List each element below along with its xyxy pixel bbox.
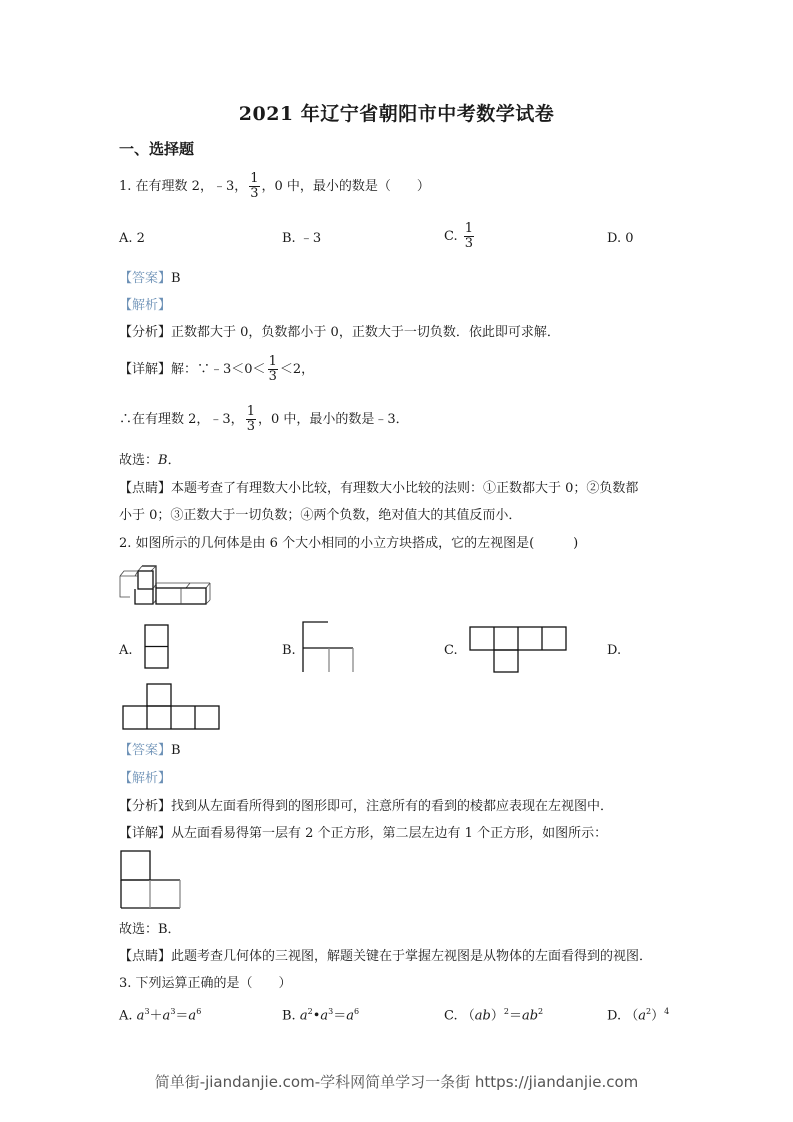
xiangjie-text: 从左面看易得第一层有 2 个正方形，第二层左边有 1 个正方形，如图所示：: [171, 826, 608, 841]
choose-prefix: 故选：: [119, 453, 159, 468]
fenxi-tag: 【分析】: [119, 325, 172, 340]
frac-den: 3: [268, 369, 277, 384]
q3-option-b-label: B.: [282, 1008, 296, 1024]
frac-den: 3: [250, 186, 259, 201]
q2-fenxi: [119, 799, 613, 815]
q3-option-b: B. $a^2•a^3=a^6$: [282, 1007, 360, 1024]
answer-tag: 【答案】: [119, 743, 172, 758]
frac-num: 1: [246, 404, 255, 419]
q2-xiangjie: [119, 826, 607, 842]
q3-option-d: D. $(a^2)^4$: [607, 1007, 670, 1024]
q1-option-c-label: C.: [444, 229, 458, 244]
q2-option-c-label: C.: [444, 643, 458, 658]
q1-option-b: B. ﹣3: [282, 231, 322, 246]
q1-stem-suffix: ，0 中，最小的数是（ ）: [261, 179, 430, 194]
frac-den: 3: [464, 236, 474, 251]
fraction: [464, 222, 474, 251]
section-heading: 一、选择题: [119, 140, 195, 158]
q3-option-a-label: A.: [119, 1008, 133, 1024]
q2-option-a-label: A.: [119, 643, 133, 658]
dianjing-line1: 本题考查了有理数大小比较，有理数大小比较的法则：①正数都大于 0；②负数都: [171, 481, 639, 496]
q2-stem: 2. 如图所示的几何体是由 6 个大小相同的小立方块搭成，它的左视图是( ): [119, 536, 579, 551]
frac-num: 1: [250, 171, 259, 186]
q2-option-a-figure: [144, 624, 170, 670]
q2-answer: [119, 743, 181, 759]
q2-option-d-figure: [122, 683, 222, 731]
footer-watermark: 简单街-jiandanjie.com-学科网简单学习一条街 https://jiandanjie.com: [154, 1073, 639, 1091]
q3-option-d-label: D.: [607, 1008, 622, 1024]
q2-option-b-figure: [302, 621, 358, 673]
dianjing-tag: 【点睛】: [119, 481, 172, 496]
xiangjie-tag: 【详解】: [119, 826, 172, 841]
fraction: [246, 405, 256, 434]
q3-option-a: A. $a^3+a^3=a^6$: [119, 1007, 202, 1024]
fenxi-text: 正数都大于 0，负数都小于 0，正数大于一切负数．依此即可求解．: [171, 325, 560, 340]
q1-stem: [119, 172, 430, 201]
q1-fenxi: [119, 325, 560, 341]
xiangjie-tag: 【详解】: [119, 362, 172, 377]
frac-num: 1: [464, 221, 474, 236]
fenxi-text: 找到从左面看所得到的图形即可，注意所有的看到的棱都应表现在左视图中．: [171, 799, 614, 814]
q1-option-c: [444, 222, 476, 251]
q2-option-b-label: B.: [282, 643, 296, 658]
q2-left-view-figure: [120, 850, 184, 910]
choose-suffix: ．: [167, 453, 181, 468]
q3-option-c: C. $(ab)^2=ab^2$: [444, 1007, 544, 1024]
choose-value: B: [158, 453, 168, 468]
q1-therefore: [119, 405, 409, 434]
xiangjie-prefix: 解：∵﹣3＜0＜: [171, 362, 266, 377]
q3-stem: 3. 下列运算正确的是（ ）: [119, 976, 292, 991]
fraction: [249, 172, 259, 201]
q1-xiangjie: [119, 355, 314, 384]
q1-dianjing-line2: 小于 0；③正数大于一切负数；④两个负数，绝对值大的其值反而小．: [119, 508, 522, 523]
q2-option-c-figure: [469, 626, 569, 674]
q2-analysis-tag: 【解析】: [119, 771, 172, 786]
frac-den: 3: [246, 419, 255, 434]
fraction: [268, 355, 278, 384]
dianjing-tag: 【点睛】: [119, 949, 172, 964]
page-title: 2021 年辽宁省朝阳市中考数学试卷: [238, 103, 555, 125]
answer-value: B: [171, 743, 181, 758]
q1-stem-prefix: 1. 在有理数 2，﹣3，: [119, 179, 248, 194]
q2-dianjing: [119, 949, 652, 965]
q1-choose: [119, 453, 181, 469]
q2-choose: 故选：B．: [119, 922, 181, 937]
q1-analysis-tag: 【解析】: [119, 298, 172, 313]
q1-option-d: D. 0: [607, 231, 634, 246]
q1-dianjing: [119, 481, 638, 497]
frac-num: 1: [268, 354, 277, 369]
cube-figure: [118, 562, 218, 612]
therefore-suffix: ，0 中，最小的数是﹣3．: [257, 412, 409, 427]
answer-tag: 【答案】: [119, 271, 172, 286]
q1-answer: [119, 271, 181, 287]
fenxi-tag: 【分析】: [119, 799, 172, 814]
xiangjie-suffix: ＜2，: [279, 362, 315, 377]
dianjing-text: 此题考查几何体的三视图，解题关键在于掌握左视图是从物体的左面看得到的视图．: [171, 949, 653, 964]
therefore-prefix: ∴在有理数 2，﹣3，: [119, 412, 244, 427]
q1-option-a: A. 2: [119, 231, 145, 246]
q3-option-c-label: C.: [444, 1008, 458, 1024]
q2-option-d-label: D.: [607, 643, 622, 658]
answer-value: B: [171, 271, 181, 286]
